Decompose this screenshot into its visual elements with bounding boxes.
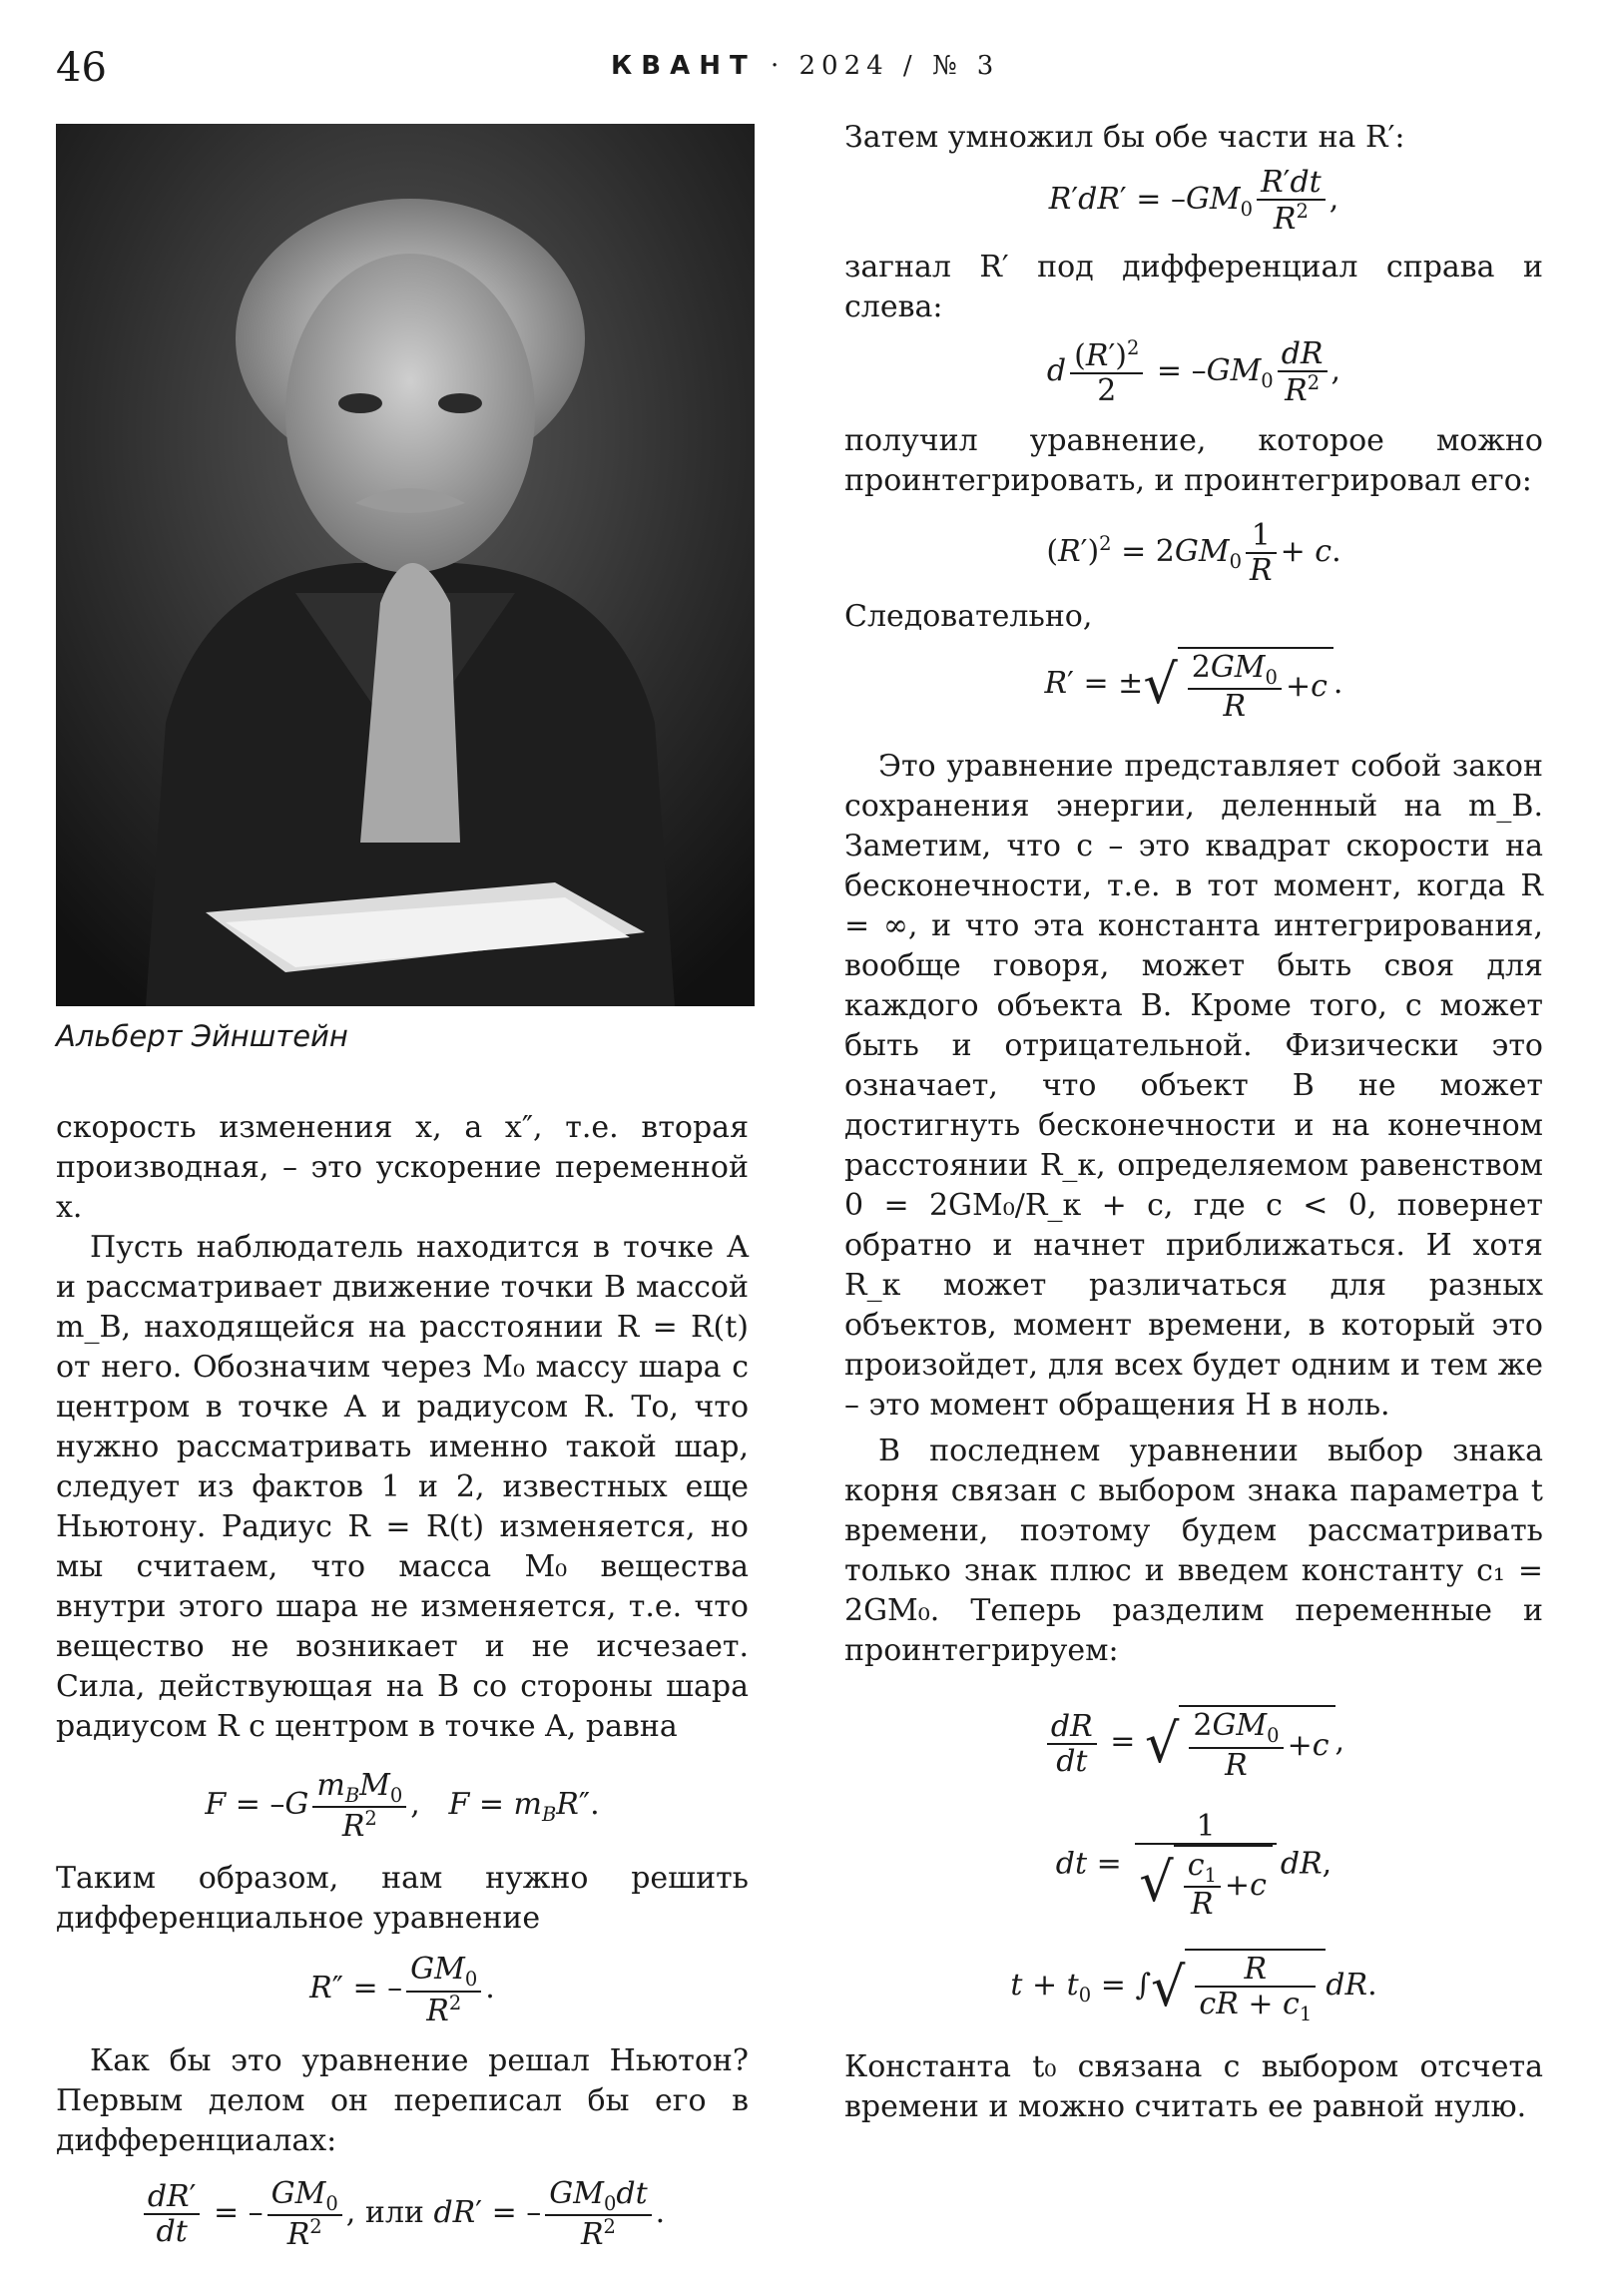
equation-velocity: R′ = ± √ $2GM_0$ R + c . xyxy=(844,647,1543,723)
right-paragraph-6: В последнем уравнении выбор знака корня связан с выбором знака параметра t времени, поэтому будем рассматривать только знак плюс и введем константу c₁ = 2GM₀. Теперь разделим переменные и проинтегрируем: xyxy=(844,1434,1543,1669)
page-number: 46 xyxy=(56,45,107,91)
left-paragraph-2: Пусть наблюдатель находится в точке A и рассматривает движение точки B массой m_B, находящейся на расстоянии R = R(t) от него. Обозначим через M₀ массу шара с центром в точке A и радиусом R. То, что нужно рассматривать именно такой шар, следует из фактов 1 и 2, известных еще Ньютону. Радиус R = R(t) изменяется, но мы считаем, что масса M₀ вещества внутри этого шара не изменяется, т.е. что вещество не возникает и не исчезает. Сила, действующая на B со стороны шара радиусом R с центром в точке A, равна xyxy=(56,1230,749,1744)
right-paragraph-4: Следовательно, xyxy=(844,599,1093,634)
right-column xyxy=(844,118,1543,2127)
right-paragraph-1: Затем умножил бы обе части на R′: xyxy=(844,120,1405,155)
right-paragraph-5: Это уравнение представляет собой закон сохранения энергии, деленный на m_B. Заметим, что c – это квадрат скорости на бесконечности, т.е. в тот момент, когда R = ∞, и что эта константа интегрирования, вообще говоря, может быть своя для каждого объекта B. Кроме того, c может быть и отрицательной. Физически это означает, что объект B не может достигнуть бесконечности и на конечном расстоянии R_к, определяемом равенством 0 = 2GM₀/R_к + c, где c < 0, повернет обратно и начнет приближаться. И хотя R_к может различаться для разных объектов, момент времени, в который это произойдет, для всех будет одним и тем же – это момент обращения H в ноль. xyxy=(844,749,1543,1424)
equation-second-derivative: R″ = – $\frac{GM_0}{R^2}$ . xyxy=(309,1952,495,2028)
right-paragraph-7: Константа t₀ связана с выбором отсчета времени и можно считать ее равной нулю. xyxy=(844,2048,1543,2124)
equation-integrated: $(R')^2 = 2GM_0$ $\frac{1}{R}$ + c. xyxy=(1046,518,1341,588)
photo-caption: Альберт Эйнштейн xyxy=(56,1019,348,1053)
left-paragraph-3: Таким образом, нам нужно решить дифференциальное уравнение xyxy=(56,1861,749,1937)
left-column xyxy=(56,1108,749,2257)
portrait-photo xyxy=(56,124,755,1006)
right-paragraph-2: загнал R′ под дифференциал справа и слева: xyxy=(844,250,1543,324)
running-head xyxy=(611,46,999,86)
equation-dt: dt = 1 √ $c_1$ R + c dR, xyxy=(1055,1808,1332,1923)
left-paragraph-1: скорость изменения x, а x″, т.е. вторая производная, – это ускорение переменной x. xyxy=(56,1110,749,1225)
portrait-illustration xyxy=(56,124,755,1006)
equation-differentials: $\frac{dR'}{dt}$ = – $\frac{GM_0}{R^2}$ , или dR′ = – $\frac{GM_0dt}{R^2}$ . xyxy=(56,2177,749,2251)
right-paragraph-3: получил уравнение, которое можно проинтегрировать, и проинтегрировал его: xyxy=(844,423,1543,498)
journal-title: КВАНТ xyxy=(611,51,757,81)
left-paragraph-4: Как бы это уравнение решал Ньютон? Первым делом он переписал бы его в дифференциалах: xyxy=(56,2042,749,2158)
equation-integral: $t + t_0$ = ∫ √ R cR + $c_1$ dR. xyxy=(844,1949,1543,2024)
issue-number: · 2024 / № 3 xyxy=(770,51,1000,81)
equation-force: F = –G $m_BM_0$ $R^2$ , $F = m_BR''$. xyxy=(205,1768,600,1845)
or-word: или xyxy=(364,2195,424,2231)
equation-multiply: $R'dR' = -GM_0$ $\frac{R'dt}{R^2}$ , xyxy=(1048,165,1339,237)
equation-differential-form: d $\frac{(R')^2}{2}$ = $-GM_0$ $\frac{dR}{R^2}$ , xyxy=(1046,336,1341,408)
equation-separated: $\frac{dR}{dt}$ = √ $2GM_0$ R + c , xyxy=(844,1705,1543,1781)
